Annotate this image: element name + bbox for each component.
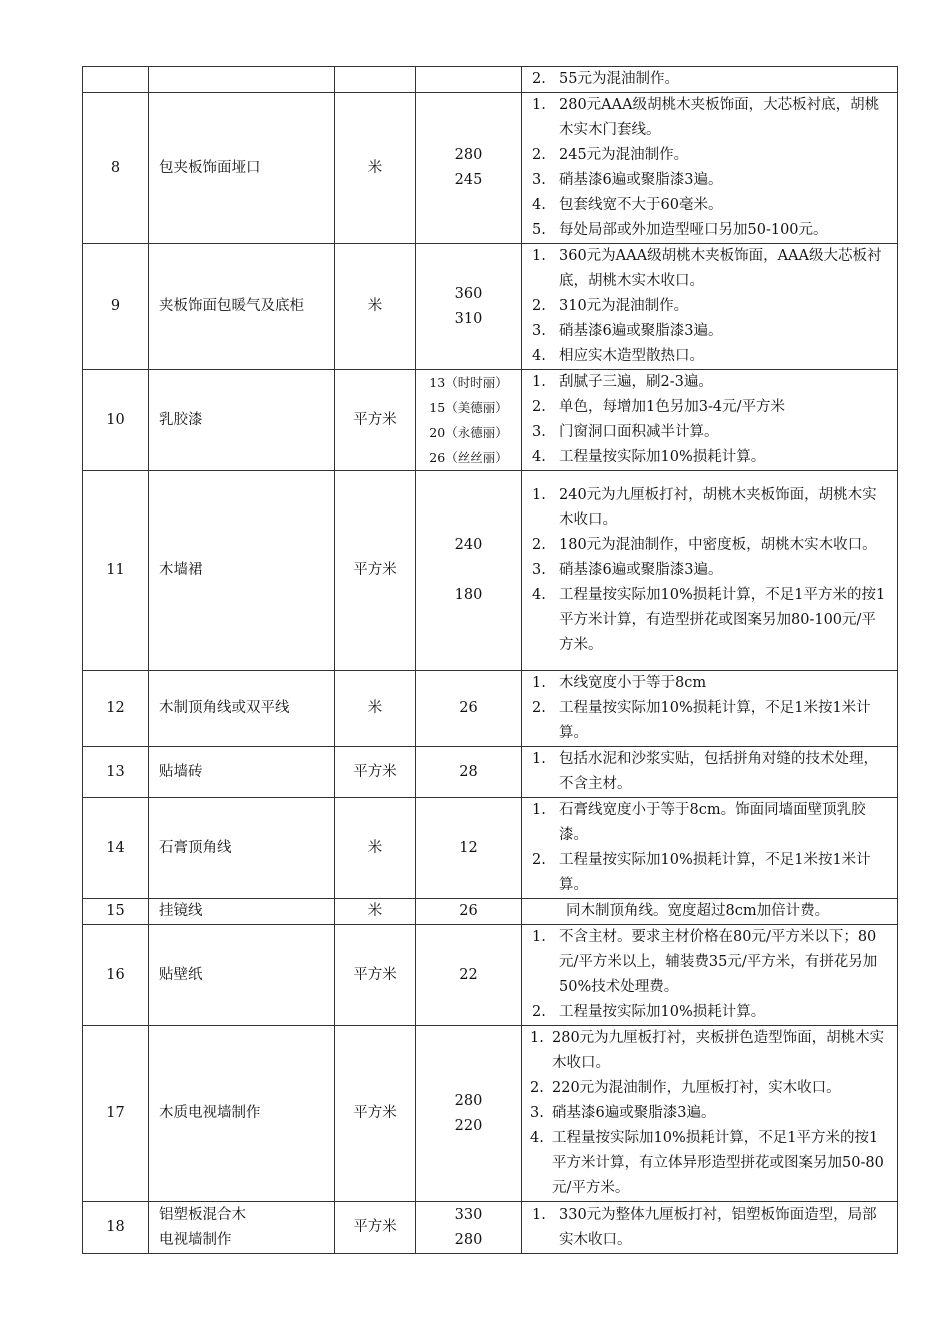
note-number: 3.: [532, 424, 546, 440]
note-number: 4.: [532, 197, 546, 213]
item-price: [416, 370, 522, 471]
note-item: [530, 319, 889, 344]
note-item: [530, 344, 889, 369]
item-price: [416, 471, 522, 671]
notes-list: [530, 671, 889, 746]
note-text: 每处局部或外加造型哑口另加50-100元。: [559, 222, 828, 238]
item-name-line: 铝塑板混合木: [159, 1206, 246, 1223]
price-value: 20（永德丽）: [429, 425, 508, 440]
item-unit: 平方米: [335, 370, 416, 471]
item-price: [416, 1202, 522, 1254]
note-number: 2.: [532, 1004, 546, 1020]
note-item: [530, 193, 889, 218]
item-price: [416, 747, 522, 798]
price-value: 15（美德丽）: [429, 400, 508, 415]
item-notes: [522, 67, 898, 93]
note-number: 2.: [532, 700, 546, 716]
note-item: [530, 1000, 889, 1025]
item-number: 16: [83, 925, 149, 1026]
table-row: [83, 747, 898, 798]
item-unit: 平方米: [335, 1026, 416, 1202]
note-text: 不含主材。要求主材价格在80元/平方米以下；80元/平方米以上，辅装费35元/平方米，有拼花另加50%技术处理费。: [559, 929, 878, 995]
item-name: [149, 67, 335, 93]
notes-list: [530, 93, 889, 243]
note-number: 3.: [532, 562, 546, 578]
note-text: 工程量按实际加10%损耗计算，不足1平方米的按1平方米计算，有立体异形造型拼花或图案另加50-80元/平方米。: [552, 1130, 884, 1196]
note-item: [530, 218, 889, 243]
note-item: [530, 558, 889, 583]
note-item: [530, 244, 889, 294]
price-table-body: [83, 67, 898, 1254]
notes-list: [530, 67, 889, 92]
item-price: [416, 244, 522, 370]
note-text: 工程量按实际加10%损耗计算。: [559, 449, 766, 465]
note-text: 330元为整体九厘板打衬，铝塑板饰面造型，局部实木收口。: [559, 1206, 877, 1248]
note-number: 1.: [532, 929, 546, 945]
item-price: [416, 798, 522, 899]
note-item: [530, 483, 889, 533]
note-item: [530, 1076, 889, 1101]
note-item: [530, 1026, 889, 1076]
price-value: 180: [454, 587, 483, 603]
notes-list: [530, 1203, 889, 1253]
price-value: 220: [454, 1117, 483, 1134]
price-value: 330: [454, 1206, 483, 1223]
item-unit: 平方米: [335, 471, 416, 671]
item-name: 夹板饰面包暖气及底柜: [149, 244, 335, 370]
note-text: 同木制顶角线。宽度超过8cm加倍计费。: [566, 903, 830, 919]
item-notes: [522, 747, 898, 798]
note-item: [530, 533, 889, 558]
note-item: [530, 583, 889, 658]
price-value: 22: [459, 966, 478, 983]
price-value: 240: [454, 537, 483, 553]
item-number: 12: [83, 671, 149, 747]
note-number: 4.: [532, 587, 546, 603]
notes-list: [530, 483, 889, 658]
item-notes: [522, 370, 898, 471]
table-row: [83, 244, 898, 370]
item-number: [83, 67, 149, 93]
note-number: 4.: [532, 449, 546, 465]
item-unit: 平方米: [335, 925, 416, 1026]
note-item: [530, 93, 889, 143]
item-notes: [522, 244, 898, 370]
table-row: [83, 67, 898, 93]
note-item: [530, 696, 889, 746]
item-notes: [522, 93, 898, 244]
note-number: 3.: [532, 323, 546, 339]
note-number: 2.: [532, 298, 546, 314]
item-name: 木墙裙: [149, 471, 335, 671]
note-item: [530, 67, 889, 92]
note-text: 木线宽度小于等于8cm: [559, 675, 707, 691]
note-text: 360元为AAA级胡桃木夹板饰面，AAA级大芯板衬底，胡桃木实木收口。: [559, 248, 882, 289]
note-number: 5.: [532, 222, 546, 238]
item-notes: [522, 671, 898, 747]
table-row: [83, 798, 898, 899]
item-number: 14: [83, 798, 149, 899]
note-text: 硝基漆6遍或聚脂漆3遍。: [559, 323, 723, 339]
item-number: 10: [83, 370, 149, 471]
note-item: [530, 1126, 889, 1201]
note-number: 2.: [532, 147, 546, 163]
note-item: [530, 395, 889, 420]
item-price: [416, 1026, 522, 1202]
note-number: 1.: [532, 802, 546, 818]
item-unit: 米: [335, 798, 416, 899]
note-text: 门窗洞口面积减半计算。: [559, 424, 719, 440]
note-text: 55元为混油制作。: [559, 71, 679, 87]
item-notes: [522, 925, 898, 1026]
note-text: 310元为混油制作。: [559, 298, 689, 314]
price-value: 245: [454, 172, 483, 188]
item-name: 贴壁纸: [149, 925, 335, 1026]
item-notes: [522, 471, 898, 671]
note-item: [530, 168, 889, 193]
note-number: 1.: [532, 248, 546, 264]
note-number: 1.: [532, 751, 546, 767]
item-notes: [522, 1202, 898, 1254]
note-text: 280元AAA级胡桃木夹板饰面，大芯板衬底，胡桃木实木门套线。: [559, 97, 880, 138]
item-name: 乳胶漆: [149, 370, 335, 471]
note-item: [530, 143, 889, 168]
item-number: 11: [83, 471, 149, 671]
item-unit: 平方米: [335, 747, 416, 798]
note-text: 240元为九厘板打衬，胡桃木夹板饰面，胡桃木实木收口。: [559, 487, 877, 528]
price-value: 280: [454, 1231, 483, 1248]
price-value: 280: [454, 147, 483, 163]
note-text: 工程量按实际加10%损耗计算。: [559, 1004, 766, 1020]
note-text: 工程量按实际加10%损耗计算，不足1米按1米计算。: [559, 852, 871, 893]
note-item: [530, 294, 889, 319]
price-value: 26（丝丝丽）: [429, 450, 508, 465]
note-item: [530, 1101, 889, 1126]
item-price: [416, 671, 522, 747]
notes-list: [530, 798, 889, 898]
note-number: 2.: [532, 71, 546, 87]
note-number: 2.: [530, 1080, 544, 1096]
note-text: 单色，每增加1色另加3-4元/平方米: [559, 399, 785, 415]
table-row: [83, 1026, 898, 1202]
table-row: [83, 925, 898, 1026]
price-value: 12: [459, 839, 478, 856]
note-number: 1.: [532, 675, 546, 691]
price-value: 310: [454, 310, 483, 327]
note-item: [530, 671, 889, 696]
item-number: 13: [83, 747, 149, 798]
item-name: 贴墙砖: [149, 747, 335, 798]
note-item: [530, 370, 889, 395]
item-name: 挂镜线: [149, 899, 335, 925]
item-unit: 平方米: [335, 1202, 416, 1254]
note-text: 刮腻子三遍，刷2-3遍。: [559, 374, 713, 390]
note-text: 包括水泥和沙浆实贴，包括拼角对缝的技术处理，不含主材。: [559, 751, 878, 792]
note-text: 245元为混油制作。: [559, 147, 689, 163]
note-text: 工程量按实际加10%损耗计算，不足1平方米的按1平方米计算，有造型拼花或图案另加80-100元/平方米。: [559, 587, 886, 653]
note-item: [530, 747, 889, 797]
note-text: 硝基漆6遍或聚脂漆3遍。: [552, 1105, 716, 1121]
note-text: 工程量按实际加10%损耗计算，不足1米按1米计算。: [559, 700, 871, 741]
note-text: 相应实木造型散热口。: [559, 348, 704, 364]
note-number: 2.: [532, 537, 546, 553]
note-number: 4.: [532, 348, 546, 364]
note-number: 2.: [532, 399, 546, 415]
notes-list: [530, 244, 889, 369]
item-notes: [522, 899, 898, 925]
note-item: [530, 420, 889, 445]
note-item: [530, 848, 889, 898]
note-number: 3.: [532, 172, 546, 188]
item-unit: 米: [335, 93, 416, 244]
table-row: [83, 1202, 898, 1254]
note-text: 220元为混油制作，九厘板打衬，实木收口。: [552, 1080, 841, 1096]
item-price: [416, 67, 522, 93]
note-item: [530, 925, 889, 1000]
notes-list: [530, 925, 889, 1025]
item-number: 8: [83, 93, 149, 244]
note-number: 4.: [530, 1130, 544, 1146]
table-row: [83, 671, 898, 747]
item-notes: [522, 798, 898, 899]
table-row: [83, 93, 898, 244]
item-number: 18: [83, 1202, 149, 1254]
price-value: 26: [459, 700, 478, 716]
item-name: 木质电视墙制作: [149, 1026, 335, 1202]
item-number: 15: [83, 899, 149, 925]
price-table: [82, 66, 898, 1254]
note-item: [530, 798, 889, 848]
note-text: 280元为九厘板打衬，夹板拼色造型饰面，胡桃木实木收口。: [552, 1030, 885, 1071]
item-unit: [335, 67, 416, 93]
item-name: 包夹板饰面垭口: [149, 93, 335, 244]
item-name: 石膏顶角线: [149, 798, 335, 899]
note-text: 硝基漆6遍或聚脂漆3遍。: [559, 562, 723, 578]
item-price: [416, 925, 522, 1026]
price-value: 360: [454, 285, 483, 302]
price-value: 13（时时丽）: [429, 375, 508, 390]
price-value: 26: [459, 903, 478, 919]
item-unit: 米: [335, 244, 416, 370]
price-value: 280: [454, 1092, 483, 1109]
item-unit: 米: [335, 671, 416, 747]
notes-list: [530, 370, 889, 470]
item-number: 17: [83, 1026, 149, 1202]
item-price: [416, 93, 522, 244]
note-number: 1.: [532, 374, 546, 390]
note-text: 180元为混油制作，中密度板，胡桃木实木收口。: [559, 537, 877, 553]
note-text: 石膏线宽度小于等于8cm。饰面同墙面壁顶乳胶漆。: [559, 802, 866, 843]
item-number: 9: [83, 244, 149, 370]
item-name: 木制顶角线或双平线: [149, 671, 335, 747]
table-row: [83, 899, 898, 925]
table-row: [83, 471, 898, 671]
item-unit: 米: [335, 899, 416, 925]
notes-list: [530, 747, 889, 797]
note-item: [530, 445, 889, 470]
price-value: 28: [459, 763, 478, 780]
note-number: 1.: [530, 1030, 544, 1046]
note-number: 1.: [532, 1206, 546, 1223]
note-item: [530, 1203, 889, 1253]
table-row: [83, 370, 898, 471]
note-number: 2.: [532, 852, 546, 868]
note-text: 硝基漆6遍或聚脂漆3遍。: [559, 172, 723, 188]
item-notes: [522, 1026, 898, 1202]
note-number: 3.: [530, 1105, 544, 1121]
note-number: 1.: [532, 97, 546, 113]
note-number: 1.: [532, 487, 546, 503]
note-text: 包套线宽不大于60毫米。: [559, 197, 723, 213]
item-price: [416, 899, 522, 925]
notes-list: [530, 1026, 889, 1201]
item-name-line: 电视墙制作: [159, 1231, 232, 1248]
item-name: [149, 1202, 335, 1254]
